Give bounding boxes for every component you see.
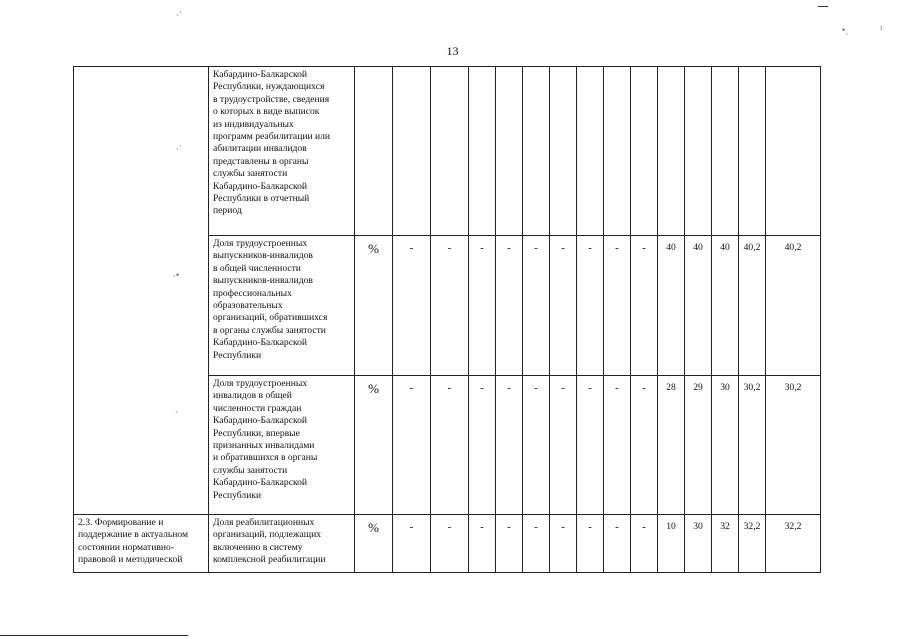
value-cell: -: [631, 515, 658, 573]
value-cell: -: [393, 376, 431, 515]
value-cell: -: [496, 376, 523, 515]
value-cell: 10: [658, 515, 685, 573]
value-cell: [550, 67, 577, 236]
value-cell: [469, 67, 496, 236]
indicator-cell: Доля трудоустроенных выпускников-инвалидов в общей численности выпускников-инвалидов профессиональных образовательных организаций, обратившихся в органы службы занятости Кабардино-Балкарской Республики: [209, 236, 355, 376]
value-cell: -: [604, 515, 631, 573]
scan-speck: •ˎ: [842, 25, 849, 35]
value-cell: 40,2: [766, 236, 821, 376]
value-cell: [496, 67, 523, 236]
scan-speck: ˴•: [173, 270, 180, 280]
unit-cell: [355, 67, 393, 236]
value-cell: -: [604, 376, 631, 515]
page-number: 13: [446, 44, 459, 58]
value-cell: [631, 67, 658, 236]
value-cell: -: [550, 376, 577, 515]
value-cell: -: [577, 515, 604, 573]
value-cell: -: [523, 376, 550, 515]
value-cell: 32,2: [766, 515, 821, 573]
scan-speck: ˎ˴: [176, 6, 182, 16]
value-cell: [604, 67, 631, 236]
value-cell: -: [550, 236, 577, 376]
value-cell: 40,2: [739, 236, 766, 376]
value-cell: 40: [658, 236, 685, 376]
scan-speck: ˎ˴: [176, 140, 182, 150]
value-cell: 30,2: [739, 376, 766, 515]
value-cell: -: [631, 236, 658, 376]
value-cell: -: [496, 515, 523, 573]
value-cell: -: [469, 515, 496, 573]
value-cell: [431, 67, 469, 236]
goal-cell: 2.3. Формирование и поддержание в актуальном состоянии нормативно- правовой и методической: [74, 515, 209, 573]
value-cell: [685, 67, 712, 236]
value-cell: [658, 67, 685, 236]
indicators-table: [73, 66, 821, 573]
value-cell: -: [577, 236, 604, 376]
unit-cell: %: [355, 515, 393, 573]
scan-speck: ˀ: [880, 25, 883, 35]
table-row: [74, 515, 821, 573]
footnote-separator: [0, 635, 188, 636]
value-cell: -: [604, 236, 631, 376]
value-cell: -: [431, 376, 469, 515]
indicator-cell: Кабардино-Балкарской Республики, нуждающихся в трудоустройстве, сведения о которых в виде выписок из индивидуальных программ реабилитации или абилитации инвалидов представлены в органы службы занятости Кабардино-Балкарской Республики в отчетный период: [209, 67, 355, 236]
value-cell: -: [393, 236, 431, 376]
value-cell: -: [431, 236, 469, 376]
value-cell: [739, 67, 766, 236]
value-cell: -: [496, 236, 523, 376]
unit-cell: %: [355, 376, 393, 515]
value-cell: -: [431, 515, 469, 573]
value-cell: -: [550, 515, 577, 573]
value-cell: -: [393, 515, 431, 573]
value-cell: 40: [685, 236, 712, 376]
value-cell: [577, 67, 604, 236]
table-row: [74, 67, 821, 236]
value-cell: 29: [685, 376, 712, 515]
value-cell: -: [523, 515, 550, 573]
value-cell: -: [577, 376, 604, 515]
value-cell: 32,2: [739, 515, 766, 573]
value-cell: 28: [658, 376, 685, 515]
value-cell: [712, 67, 739, 236]
scan-mark: [818, 6, 828, 7]
value-cell: -: [469, 236, 496, 376]
value-cell: -: [469, 376, 496, 515]
value-cell: -: [631, 376, 658, 515]
value-cell: [523, 67, 550, 236]
value-cell: 30: [685, 515, 712, 573]
unit-cell: %: [355, 236, 393, 376]
value-cell: 30: [712, 376, 739, 515]
value-cell: -: [523, 236, 550, 376]
value-cell: [393, 67, 431, 236]
indicator-cell: Доля реабилитационных организаций, подлежащих включению в систему комплексной реабилитации: [209, 515, 355, 573]
value-cell: 40: [712, 236, 739, 376]
scan-speck: ˏ: [175, 403, 178, 413]
indicator-cell: Доля трудоустроенных инвалидов в общей численности граждан Кабардино-Балкарской Республики, впервые признанных инвалидами и обратившихся в органы службы занятости Кабардино-Балкарской Республики: [209, 376, 355, 515]
goal-cell: [74, 67, 209, 515]
value-cell: 32: [712, 515, 739, 573]
value-cell: [766, 67, 821, 236]
value-cell: 30,2: [766, 376, 821, 515]
